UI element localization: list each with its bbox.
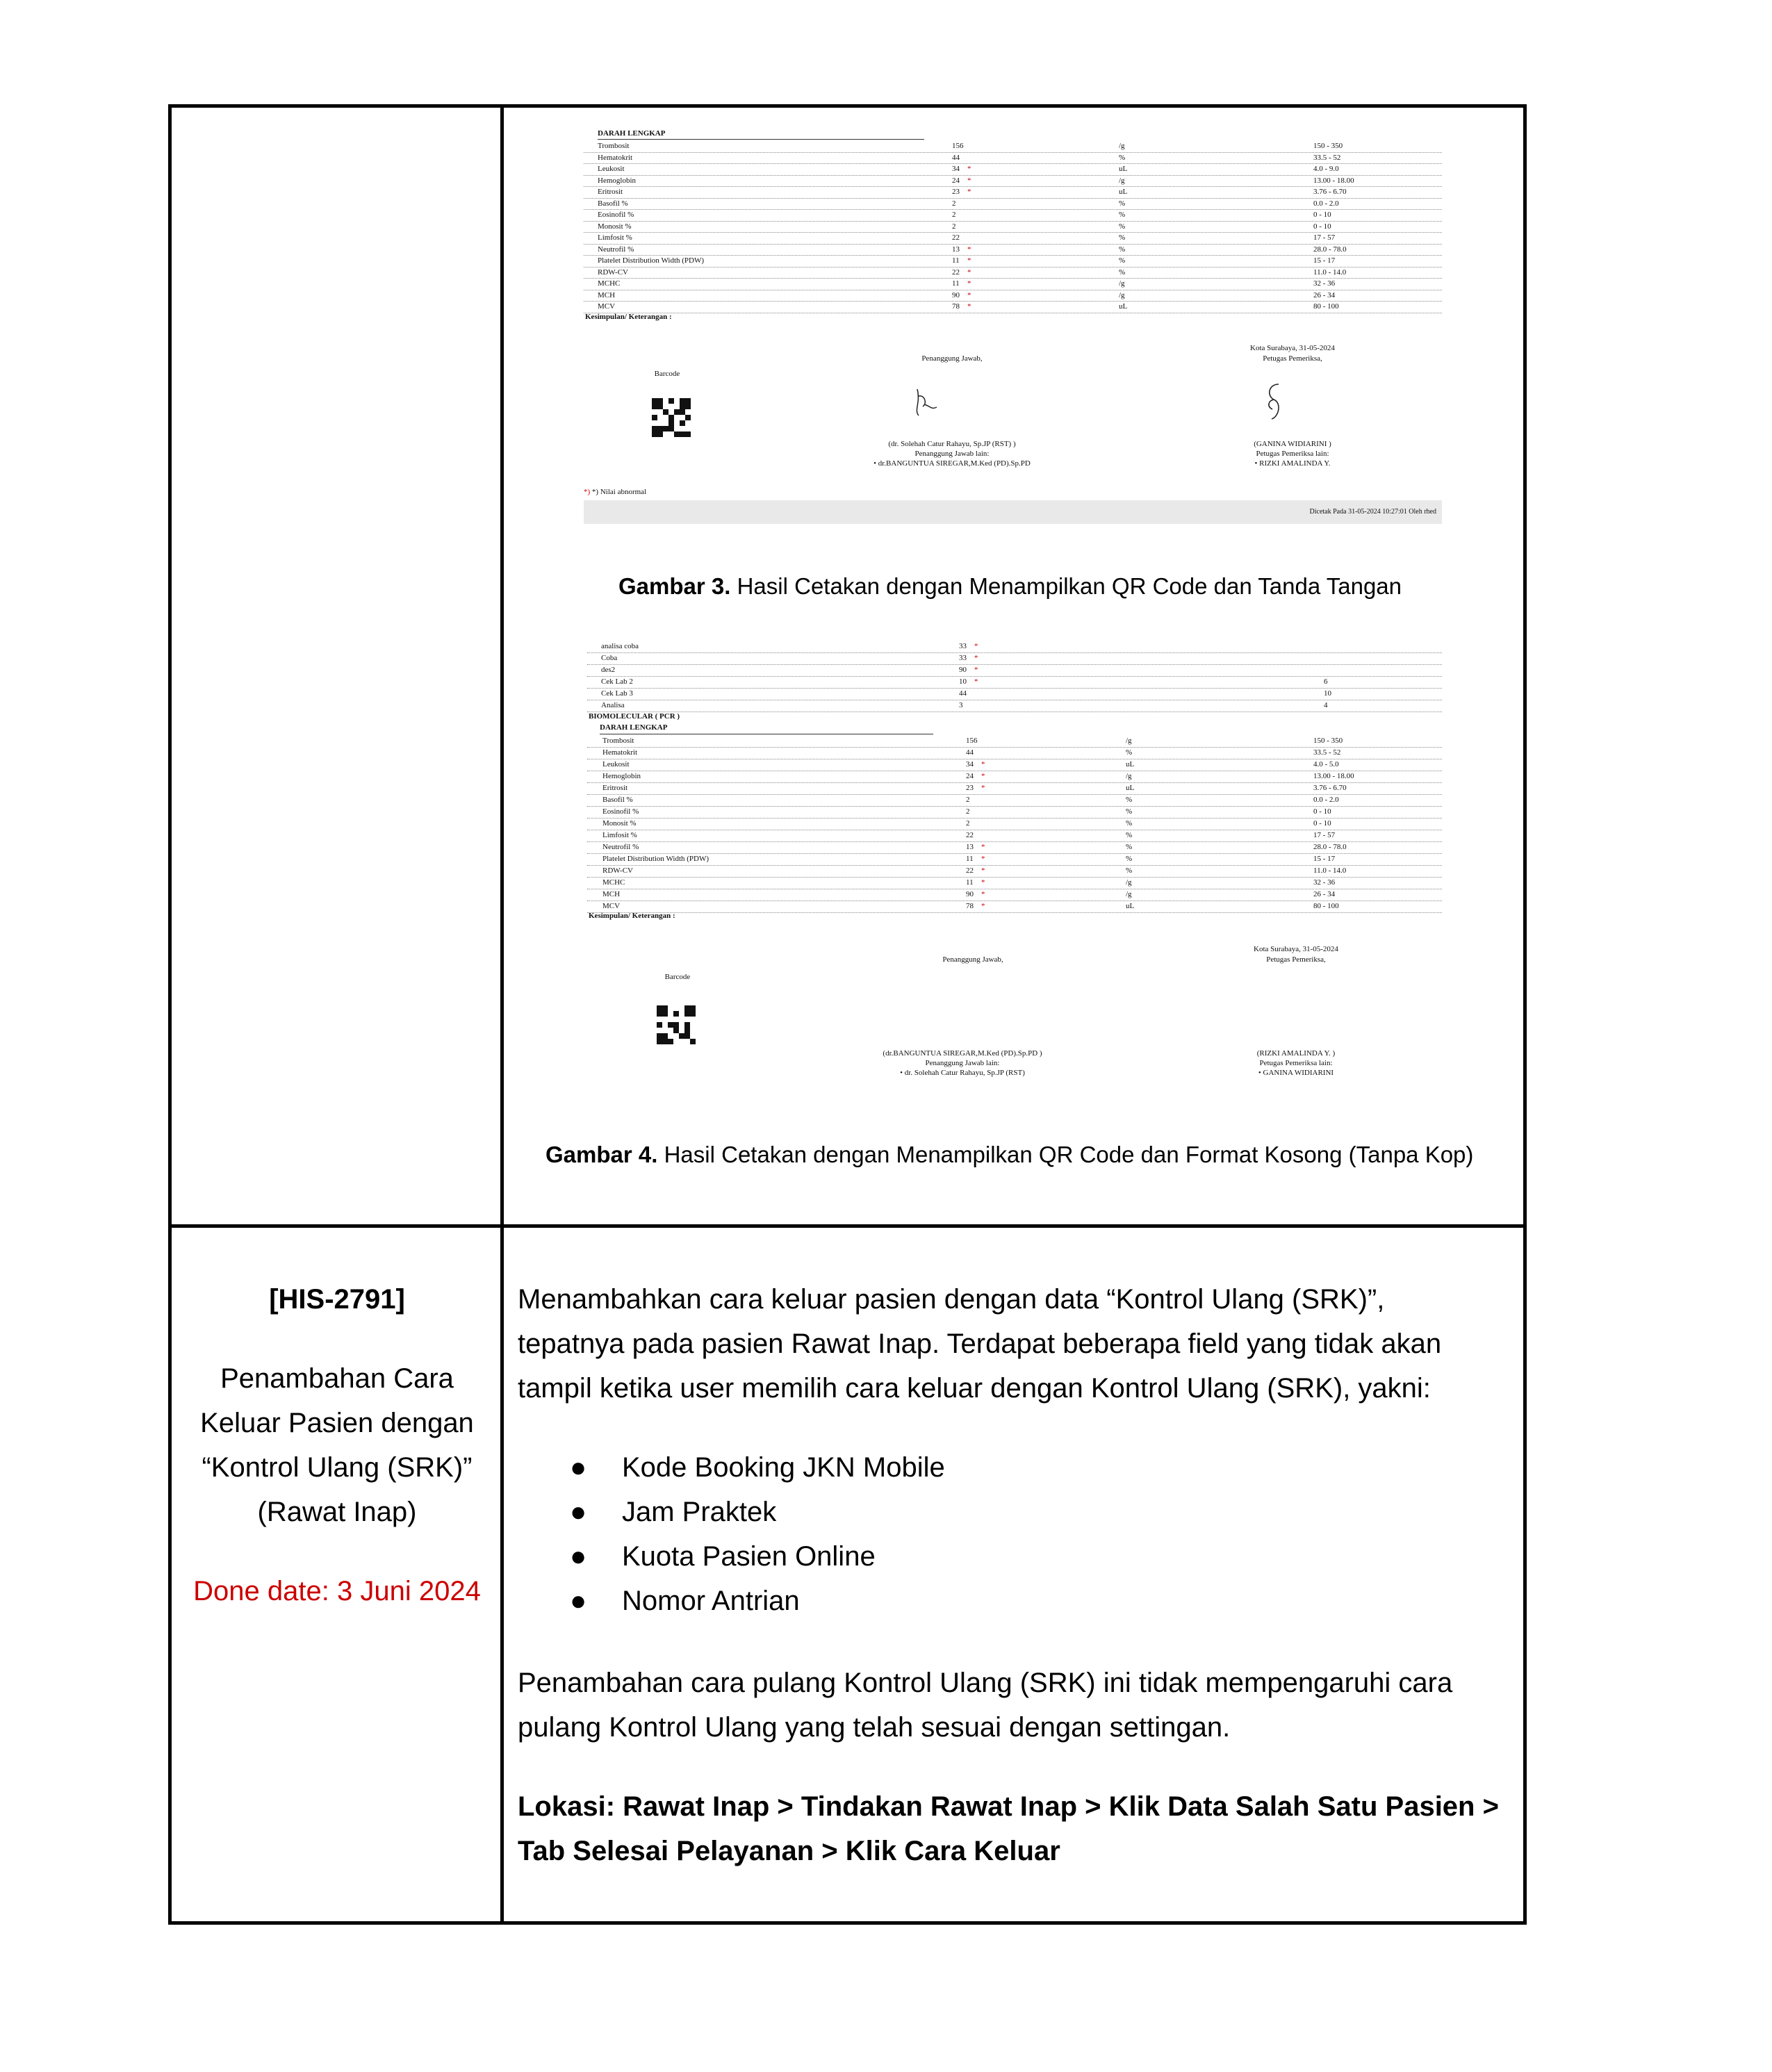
text-line: Lokasi: Rawat Inap > Tindakan Rawat Inap > Klik Data Salah Satu Pasien > [518, 1791, 1499, 1822]
city-date: Kota Surabaya, 31-05-2024 [1254, 945, 1338, 953]
ticket-cell [174, 1277, 500, 1613]
cell-unit: /g [1119, 142, 1125, 150]
cell-ref: 0 - 10 [1313, 211, 1331, 219]
cell-name: Eosinofil % [598, 211, 634, 219]
table-row [587, 806, 1442, 819]
cell-name: Trombosit [598, 142, 630, 150]
cell-name: RDW-CV [602, 866, 633, 875]
ticket-id: [HIS-2791] [269, 1284, 405, 1315]
location-path [518, 1784, 1504, 1873]
cell-value: 34 [966, 760, 974, 768]
cell-flag: * [967, 176, 971, 185]
cell-unit: % [1126, 748, 1133, 757]
cell-name: RDW-CV [598, 268, 628, 277]
cell-flag: * [967, 279, 971, 288]
cell-ref: 0.0 - 2.0 [1313, 796, 1339, 804]
ticket-title-line: Penambahan Cara [220, 1363, 454, 1394]
table-row [587, 688, 1442, 700]
cell-unit: /g [1126, 878, 1132, 887]
cell-ref: 6 [1324, 677, 1328, 686]
cell-unit: /g [1119, 176, 1125, 185]
city-date: Kota Surabaya, 31-05-2024 [1250, 344, 1335, 352]
cell-flag: * [981, 878, 985, 887]
result-rows [584, 140, 1442, 321]
table-row [587, 841, 1442, 854]
cell-value: 2 [966, 807, 970, 816]
cell-value: 34 [952, 165, 960, 173]
cell-value: 23 [966, 784, 974, 792]
cell-ref: 15 - 17 [1313, 855, 1336, 863]
printed-bar: Dicetak Pada 31-05-2024 10:27:01 Oleh rhed [584, 500, 1442, 524]
other-responsible: • dr. Solehah Catur Rahayu, Sp.JP (RST) [900, 1069, 1025, 1077]
ticket-title-line: (Rawat Inap) [257, 1497, 417, 1527]
cell-value: 2 [952, 222, 956, 231]
cell-value: 22 [966, 831, 974, 839]
cell-unit: uL [1119, 165, 1128, 173]
qr-code-icon [652, 398, 691, 437]
table-row [587, 889, 1442, 901]
cell-unit: % [1119, 233, 1126, 242]
cell-value: 2 [966, 796, 970, 804]
ticket-title [174, 1356, 500, 1534]
list-item: ● Jam Praktek [570, 1490, 945, 1534]
done-date: Done date: 3 Juni 2024 [193, 1576, 481, 1606]
cell-ref: 13.00 - 18.00 [1313, 176, 1354, 185]
section-header: DARAH LENGKAP [600, 723, 668, 732]
cell-unit: % [1126, 831, 1133, 839]
table-row [584, 267, 1442, 279]
other-responsible: • dr.BANGUNTUA SIREGAR,M.Ked (PD).Sp.PD [873, 459, 1031, 468]
text-line: Tab Selesai Pelayanan > Klik Cara Keluar [518, 1836, 1060, 1866]
cell-unit: uL [1126, 760, 1135, 768]
responsible-label: Penanggung Jawab, [942, 955, 1003, 964]
qr-code-icon [657, 1005, 696, 1044]
cell-ref: 28.0 - 78.0 [1313, 843, 1347, 851]
table-row [584, 175, 1442, 188]
cell-ref: 0 - 10 [1313, 222, 1331, 231]
cell-ref: 26 - 34 [1313, 290, 1336, 299]
hidden-fields-list [570, 1445, 945, 1623]
cell-flag: * [981, 902, 985, 910]
table-row [584, 140, 1442, 153]
cell-value: 156 [966, 737, 978, 745]
section-header: DARAH LENGKAP [598, 129, 666, 138]
section-header-rule [598, 139, 924, 140]
cell-ref: 33.5 - 52 [1313, 153, 1341, 162]
text-line: tampil ketika user memilih cara keluar dengan Kontrol Ulang (SRK), yakni: [518, 1373, 1431, 1404]
cell-flag: * [967, 268, 971, 277]
cell-name: Hematokrit [602, 748, 638, 757]
cell-name: Hemoglobin [598, 176, 636, 185]
cell-flag: * [974, 654, 978, 662]
figure-4-caption: Gambar 4. Hasil Cetakan dengan Menampilkan QR Code dan Format Kosong (Tanpa Kop) [545, 1142, 1474, 1167]
conclusion-label: Kesimpulan/ Keterangan : [589, 912, 675, 920]
table-row [587, 700, 1442, 712]
cell-name: Leukosit [602, 760, 630, 768]
doctor-signature [903, 382, 945, 420]
bullet-icon: ● [570, 1497, 587, 1527]
bullet-icon: ● [570, 1586, 587, 1616]
cell-unit: /g [1119, 290, 1125, 299]
table-row [587, 901, 1442, 913]
table-row [584, 152, 1442, 165]
cell-value: 13 [952, 245, 960, 254]
cell-unit: /g [1126, 890, 1132, 898]
cell-value: 44 [966, 748, 974, 757]
table-row [587, 759, 1442, 771]
cell-unit: % [1119, 211, 1126, 219]
table-row [584, 186, 1442, 199]
doctor-name: (dr. Solehah Catur Rahayu, Sp.JP (RST) ) [888, 440, 1016, 448]
cell-unit: uL [1126, 902, 1135, 910]
cell-ref: 3.76 - 6.70 [1313, 188, 1347, 196]
barcode-label: Barcode [664, 973, 691, 981]
other-examiner: • GANINA WIDIARINI [1258, 1069, 1334, 1077]
cell-value: 11 [952, 256, 960, 265]
table-row [584, 209, 1442, 222]
examiner-name: (RIZKI AMALINDA Y. ) [1256, 1049, 1336, 1058]
cell-ref: 4 [1324, 701, 1328, 709]
cell-ref: 4.0 - 9.0 [1313, 165, 1339, 173]
table-row [584, 301, 1442, 313]
cell-name: MCH [602, 890, 621, 898]
column-divider [500, 104, 504, 1925]
cell-ref: 33.5 - 52 [1313, 748, 1341, 757]
cell-name: Hemoglobin [602, 772, 641, 780]
table-row [587, 676, 1442, 689]
cell-value: 33 [959, 642, 967, 650]
cell-name: Coba [601, 654, 618, 662]
cell-unit: % [1119, 245, 1126, 254]
examiner-name: (GANINA WIDIARINI ) [1254, 440, 1331, 448]
cell-name: Eritrosit [602, 784, 628, 792]
cell-ref: 17 - 57 [1313, 233, 1336, 242]
cell-name: Trombosit [602, 737, 634, 745]
barcode-label: Barcode [654, 370, 680, 378]
table-row [587, 794, 1442, 807]
cell-flag: * [981, 760, 985, 768]
cell-name: Basofil % [598, 199, 628, 208]
cell-unit: /g [1126, 737, 1132, 745]
cell-ref: 4.0 - 5.0 [1313, 760, 1339, 768]
cell-name: Cek Lab 3 [601, 689, 633, 698]
figure-3-caption: Gambar 3. Hasil Cetakan dengan Menampilkan QR Code dan Tanda Tangan [618, 573, 1402, 599]
cell-unit: % [1119, 222, 1126, 231]
cell-value: 44 [952, 153, 960, 162]
cell-name: Neutrofil % [598, 245, 634, 254]
cell-name: MCHC [598, 279, 621, 288]
cell-value: 90 [966, 890, 974, 898]
cell-value: 44 [959, 689, 967, 698]
cell-value: 78 [966, 902, 974, 910]
cell-value: 11 [966, 878, 974, 887]
cell-ref: 80 - 100 [1313, 902, 1339, 910]
text-line: Menambahkan cara keluar pasien dengan data “Kontrol Ulang (SRK)”, [518, 1284, 1385, 1315]
row-divider [168, 1224, 1527, 1228]
table-row [587, 771, 1442, 783]
cell-ref: 15 - 17 [1313, 256, 1336, 265]
cell-flag: * [967, 245, 971, 254]
cell-flag: * [967, 256, 971, 265]
cell-name: Eritrosit [598, 188, 623, 196]
cell-value: 24 [952, 176, 960, 185]
table-row [587, 877, 1442, 889]
group-header: BIOMOLECULAR ( PCR ) [589, 712, 680, 721]
cell-ref: 17 - 57 [1313, 831, 1336, 839]
bullet-icon: ● [570, 1541, 587, 1572]
table-row [584, 244, 1442, 256]
cell-flag: * [981, 855, 985, 863]
cell-value: 33 [959, 654, 967, 662]
text-line: pulang Kontrol Ulang yang telah sesuai dengan settingan. [518, 1712, 1231, 1743]
cell-value: 10 [959, 677, 967, 686]
cell-ref: 13.00 - 18.00 [1313, 772, 1354, 780]
cell-name: Leukosit [598, 165, 625, 173]
cell-flag: * [981, 890, 985, 898]
extra-result-rows [587, 641, 1442, 712]
other-examiner-label: Petugas Pemeriksa lain: [1259, 1059, 1333, 1067]
table-row [584, 255, 1442, 268]
figure-4-printout [587, 641, 1442, 1092]
cell-flag: * [981, 866, 985, 875]
cell-name: Basofil % [602, 796, 633, 804]
cell-unit: % [1119, 256, 1126, 265]
cell-ref: 26 - 34 [1313, 890, 1336, 898]
table-row [584, 278, 1442, 290]
table-row [584, 163, 1442, 176]
list-item: ● Kode Booking JKN Mobile [570, 1445, 945, 1490]
ticket-title-line: Keluar Pasien dengan [200, 1408, 474, 1438]
cell-value: 90 [952, 290, 960, 299]
cell-unit: uL [1119, 188, 1128, 196]
table-row [587, 735, 1442, 748]
cell-name: MCV [598, 302, 616, 311]
cell-unit: % [1126, 855, 1133, 863]
table-row [584, 221, 1442, 233]
cell-flag: * [967, 302, 971, 311]
table-row [587, 782, 1442, 795]
cell-flag: * [981, 772, 985, 780]
cell-value: 22 [952, 233, 960, 242]
cell-unit: /g [1126, 772, 1132, 780]
cell-name: MCHC [602, 878, 625, 887]
abnormal-note: *) *) Nilai abnormal [584, 488, 647, 496]
cell-name: Analisa [601, 701, 625, 709]
table-row [587, 652, 1442, 665]
cell-name: Limfosit % [602, 831, 637, 839]
cell-name: Monosit % [598, 222, 632, 231]
table-row [584, 290, 1442, 302]
other-responsible-label: Penanggung Jawab lain: [925, 1059, 1000, 1067]
cell-flag: * [967, 165, 971, 173]
cell-unit: uL [1126, 784, 1135, 792]
examiner-label: Petugas Pemeriksa, [1266, 955, 1326, 964]
cell-ref: 80 - 100 [1313, 302, 1339, 311]
cell-name: Cek Lab 2 [601, 677, 633, 686]
cell-flag: * [974, 642, 978, 650]
table-row [587, 747, 1442, 759]
cell-unit: % [1126, 796, 1133, 804]
cell-flag: * [981, 843, 985, 851]
cell-value: 24 [966, 772, 974, 780]
cell-unit: % [1119, 153, 1126, 162]
figure-3-printout [584, 125, 1442, 525]
list-item: ● Nomor Antrian [570, 1579, 945, 1623]
cell-ref: 0.0 - 2.0 [1313, 199, 1339, 208]
cell-unit: % [1126, 819, 1133, 828]
text-line: tepatnya pada pasien Rawat Inap. Terdapat beberapa field yang tidak akan [518, 1329, 1442, 1359]
cell-flag: * [974, 677, 978, 686]
cell-name: analisa coba [601, 642, 639, 650]
cell-unit: % [1126, 807, 1133, 816]
other-examiner: • RIZKI AMALINDA Y. [1254, 459, 1331, 468]
cell-flag: * [967, 188, 971, 196]
cell-value: 22 [966, 866, 974, 875]
cell-value: 2 [952, 211, 956, 219]
ticket-title-line: “Kontrol Ulang (SRK)” [202, 1452, 473, 1483]
cell-value: 22 [952, 268, 960, 277]
cell-ref: 11.0 - 14.0 [1313, 866, 1347, 875]
cell-name: Limfosit % [598, 233, 632, 242]
cell-ref: 11.0 - 14.0 [1313, 268, 1347, 277]
cell-flag: * [967, 290, 971, 299]
cell-value: 2 [952, 199, 956, 208]
cell-unit: % [1126, 866, 1133, 875]
cell-ref: 150 - 350 [1313, 737, 1343, 745]
table-row [587, 853, 1442, 866]
examiner-label: Petugas Pemeriksa, [1263, 354, 1322, 363]
cell-ref: 3.76 - 6.70 [1313, 784, 1347, 792]
cell-flag: * [981, 784, 985, 792]
cell-value: 78 [952, 302, 960, 311]
table-row [584, 198, 1442, 211]
cell-name: Platelet Distribution Width (PDW) [602, 855, 709, 863]
cell-ref: 0 - 10 [1313, 807, 1331, 816]
doctor-name: (dr.BANGUNTUA SIREGAR,M.Ked (PD).Sp.PD ) [883, 1049, 1042, 1058]
cell-name: Neutrofil % [602, 843, 639, 851]
cell-unit: % [1126, 843, 1133, 851]
cell-name: Platelet Distribution Width (PDW) [598, 256, 705, 265]
note-paragraph [518, 1661, 1504, 1750]
cell-ref: 10 [1324, 689, 1331, 698]
cell-value: 3 [959, 701, 963, 709]
cell-unit: uL [1119, 302, 1128, 311]
cell-unit: % [1119, 199, 1126, 208]
cell-value: 23 [952, 188, 960, 196]
cell-name: Monosit % [602, 819, 637, 828]
cell-flag: * [974, 666, 978, 674]
table-row [587, 641, 1442, 653]
list-item: ● Kuota Pasien Online [570, 1534, 945, 1579]
other-responsible-label: Penanggung Jawab lain: [914, 450, 990, 458]
responsible-label: Penanggung Jawab, [921, 354, 983, 363]
cell-name: MCV [602, 902, 621, 910]
cell-value: 2 [966, 819, 970, 828]
cell-ref: 28.0 - 78.0 [1313, 245, 1347, 254]
cell-unit: % [1119, 268, 1126, 277]
text-line: Penambahan cara pulang Kontrol Ulang (SRK) ini tidak mempengaruhi cara [518, 1668, 1453, 1698]
table-row [584, 232, 1442, 245]
cell-name: MCH [598, 290, 616, 299]
table-row [587, 830, 1442, 842]
cell-ref: 32 - 36 [1313, 878, 1336, 887]
cell-value: 11 [966, 855, 974, 863]
cell-name: Hematokrit [598, 153, 633, 162]
cell-value: 90 [959, 666, 967, 674]
table-row [587, 664, 1442, 677]
cell-ref: 150 - 350 [1313, 142, 1343, 150]
conclusion-label: Kesimpulan/ Keterangan : [585, 313, 672, 321]
examiner-signature [1254, 379, 1296, 424]
cell-name: des2 [601, 666, 616, 674]
table-row [587, 865, 1442, 878]
intro-paragraph [518, 1277, 1504, 1411]
other-examiner-label: Petugas Pemeriksa lain: [1256, 450, 1329, 458]
cell-name: Eosinofil % [602, 807, 639, 816]
cell-value: 156 [952, 142, 964, 150]
bullet-icon: ● [570, 1452, 587, 1483]
result-rows [587, 735, 1442, 916]
cell-unit: /g [1119, 279, 1125, 288]
cell-ref: 32 - 36 [1313, 279, 1336, 288]
cell-value: 11 [952, 279, 960, 288]
cell-value: 13 [966, 843, 974, 851]
table-row [587, 818, 1442, 830]
cell-ref: 0 - 10 [1313, 819, 1331, 828]
